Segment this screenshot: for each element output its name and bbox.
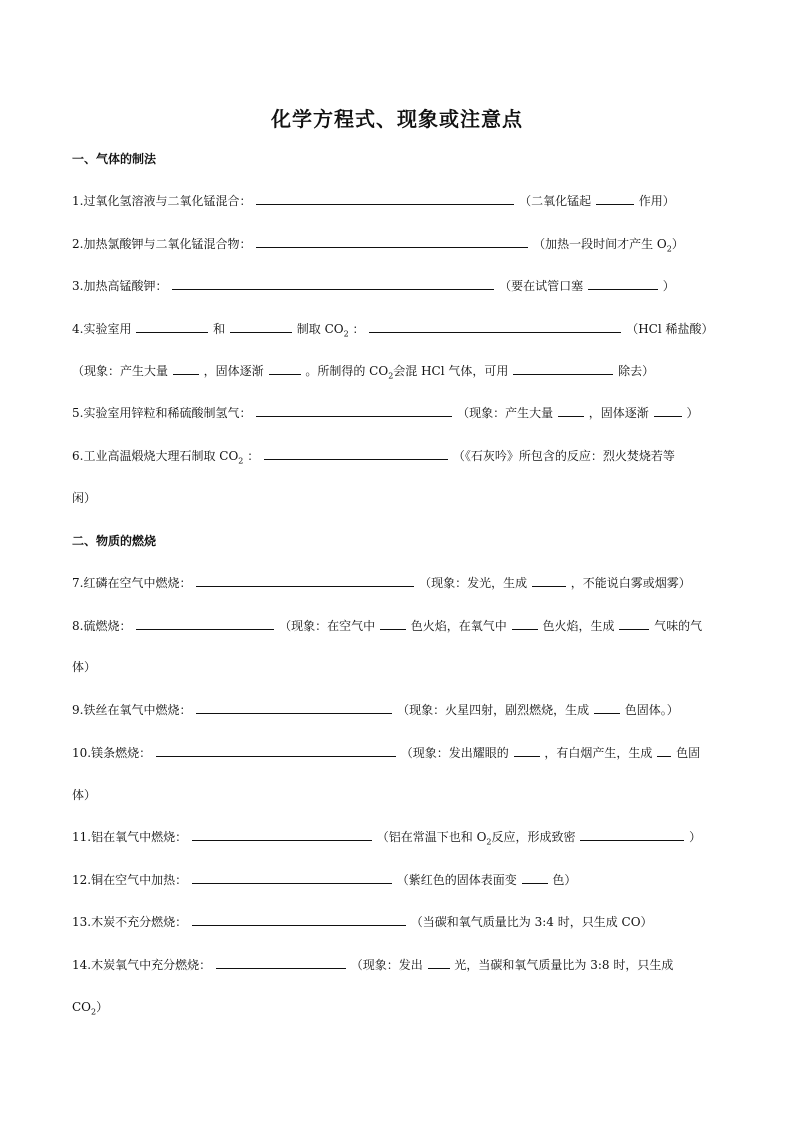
question-10 <box>72 745 722 761</box>
question-text: 7.红磷在空气中燃烧： <box>72 576 192 590</box>
note-text: ） <box>689 830 702 844</box>
subscript: 2 <box>91 1007 97 1017</box>
note-text: （现象：发出耀眼的 <box>400 746 509 760</box>
subscript: 2 <box>343 329 349 339</box>
note-text: ，固体逐渐 <box>588 406 649 420</box>
answer-blank[interactable] <box>380 618 406 630</box>
answer-blank[interactable] <box>136 618 274 630</box>
answer-blank[interactable] <box>192 872 392 884</box>
answer-blank[interactable] <box>230 321 292 333</box>
answer-blank[interactable] <box>172 278 494 290</box>
answer-blank[interactable] <box>532 575 566 587</box>
question-text: 14.木炭氧气中充分燃烧： <box>72 958 212 972</box>
note-text: 光，当碳和氧气质量比为 3:8 时，只生成 <box>454 958 674 972</box>
question-1 <box>72 193 722 209</box>
answer-blank[interactable] <box>264 448 448 460</box>
note-text: 色固体。） <box>624 703 679 717</box>
section-heading-combustion: 二、物质的燃烧 <box>72 534 157 548</box>
answer-blank[interactable] <box>596 193 634 205</box>
answer-blank[interactable] <box>428 957 450 969</box>
answer-blank[interactable] <box>256 236 528 248</box>
note-text: （现象：发出 <box>350 958 423 972</box>
question-5 <box>72 405 722 421</box>
question-9 <box>72 702 722 718</box>
note-text: 色火焰，生成 <box>542 619 615 633</box>
answer-blank[interactable] <box>192 914 406 926</box>
question-text: 4.实验室用 <box>72 322 132 336</box>
question-14 <box>72 957 722 973</box>
answer-blank[interactable] <box>654 405 682 417</box>
answer-blank[interactable] <box>657 745 671 757</box>
subscript: 2 <box>486 837 492 847</box>
note-text: （HCl 稀盐酸） <box>626 322 714 336</box>
note-text: ） <box>662 279 675 293</box>
answer-blank[interactable] <box>369 321 621 333</box>
question-4 <box>72 321 722 337</box>
answer-blank[interactable] <box>513 363 613 375</box>
answer-blank[interactable] <box>196 575 414 587</box>
question-13 <box>72 914 722 930</box>
note-text: ，固体逐渐 <box>203 364 264 378</box>
question-12 <box>72 872 722 888</box>
answer-blank[interactable] <box>619 618 649 630</box>
question-text: 10.镁条燃烧： <box>72 746 152 760</box>
note-text: （加热一段时间才产生 O <box>533 237 667 251</box>
answer-blank[interactable] <box>216 957 346 969</box>
question-10-continued: 体） <box>72 788 97 802</box>
question-text: 11.铝在氧气中燃烧： <box>72 830 188 844</box>
note-text: （要在试管口塞 <box>499 279 584 293</box>
question-14-continued <box>72 999 722 1015</box>
note-text: 会混 HCl 气体，可用 <box>393 364 509 378</box>
question-text: 3.加热高锰酸钾： <box>72 279 168 293</box>
question-11 <box>72 829 722 845</box>
answer-blank[interactable] <box>196 702 392 714</box>
question-text: 8.硫燃烧： <box>72 619 132 633</box>
note-text: ，有白烟产生，生成 <box>544 746 653 760</box>
answer-blank[interactable] <box>514 745 540 757</box>
question-text: 13.木炭不充分燃烧： <box>72 915 188 929</box>
note-text: （紫红色的固体表面变 <box>396 873 517 887</box>
note-text: 除去） <box>618 364 655 378</box>
answer-blank[interactable] <box>522 872 548 884</box>
question-4-phenomenon <box>72 363 722 379</box>
question-text: 1.过氧化氢溶液与二氧化锰混合： <box>72 194 252 208</box>
answer-blank[interactable] <box>173 363 199 375</box>
note-text: 色火焰，在氧气中 <box>410 619 507 633</box>
question-text: 9.铁丝在氧气中燃烧： <box>72 703 192 717</box>
question-6-continued: 闲） <box>72 491 97 505</box>
answer-blank[interactable] <box>269 363 301 375</box>
subscript: 2 <box>388 371 394 381</box>
answer-blank[interactable] <box>594 702 620 714</box>
question-8 <box>72 618 722 634</box>
note-text: ） <box>96 1000 109 1014</box>
answer-blank[interactable] <box>136 321 208 333</box>
question-text: 2.加热氯酸钾与二氧化锰混合物： <box>72 237 252 251</box>
answer-blank[interactable] <box>580 829 684 841</box>
note-text: 。所制得的 CO <box>305 364 389 378</box>
question-text: 和 <box>213 322 226 336</box>
question-6 <box>72 448 722 464</box>
note-text: 作用） <box>638 194 675 208</box>
question-text: 6.工业高温煅烧大理石制取 CO <box>72 449 239 463</box>
subscript: 2 <box>666 244 672 254</box>
question-3 <box>72 278 722 294</box>
section-heading-gas-preparation: 一、气体的制法 <box>72 152 157 166</box>
subscript: 2 <box>238 456 244 466</box>
answer-blank[interactable] <box>512 618 538 630</box>
question-text: 12.铜在空气中加热： <box>72 873 188 887</box>
note-text: （现象：产生大量 <box>457 406 554 420</box>
note-text: 色） <box>552 873 577 887</box>
question-2 <box>72 236 722 252</box>
question-8-continued: 体） <box>72 660 97 674</box>
answer-blank[interactable] <box>588 278 658 290</box>
note-text: （二氧化锰起 <box>519 194 592 208</box>
note-text: （现象：在空气中 <box>279 619 376 633</box>
answer-blank[interactable] <box>256 405 452 417</box>
note-text: 色固 <box>676 746 701 760</box>
answer-blank[interactable] <box>558 405 584 417</box>
note-text: 气味的气 <box>654 619 703 633</box>
note-text: 反应，形成致密 <box>491 830 576 844</box>
note-text: （现象：发光，生成 <box>419 576 528 590</box>
note-text: （当碳和氧气质量比为 3:4 时，只生成 CO） <box>410 915 653 929</box>
question-text: ： <box>352 322 365 336</box>
note-text: ） <box>686 406 699 420</box>
note-text: （现象：产生大量 <box>72 364 169 378</box>
question-7 <box>72 575 722 591</box>
question-text: 5.实验室用锌粒和稀硫酸制氢气： <box>72 406 252 420</box>
note-text: （《石灰吟》所包含的反应：烈火焚烧若等 <box>452 449 675 463</box>
question-text: ： <box>247 449 260 463</box>
page-title: 化学方程式、现象或注意点 <box>271 107 523 131</box>
answer-blank[interactable] <box>156 745 396 757</box>
note-text: （现象：火星四射，剧烈燃烧，生成 <box>397 703 590 717</box>
note-text: ） <box>671 237 684 251</box>
answer-blank[interactable] <box>192 829 372 841</box>
answer-blank[interactable] <box>256 193 514 205</box>
note-text: （铝在常温下也和 O <box>376 830 487 844</box>
question-text: 制取 CO <box>296 322 344 336</box>
note-text: CO <box>72 1000 92 1014</box>
note-text: ，不能说白雾或烟雾） <box>570 576 691 590</box>
